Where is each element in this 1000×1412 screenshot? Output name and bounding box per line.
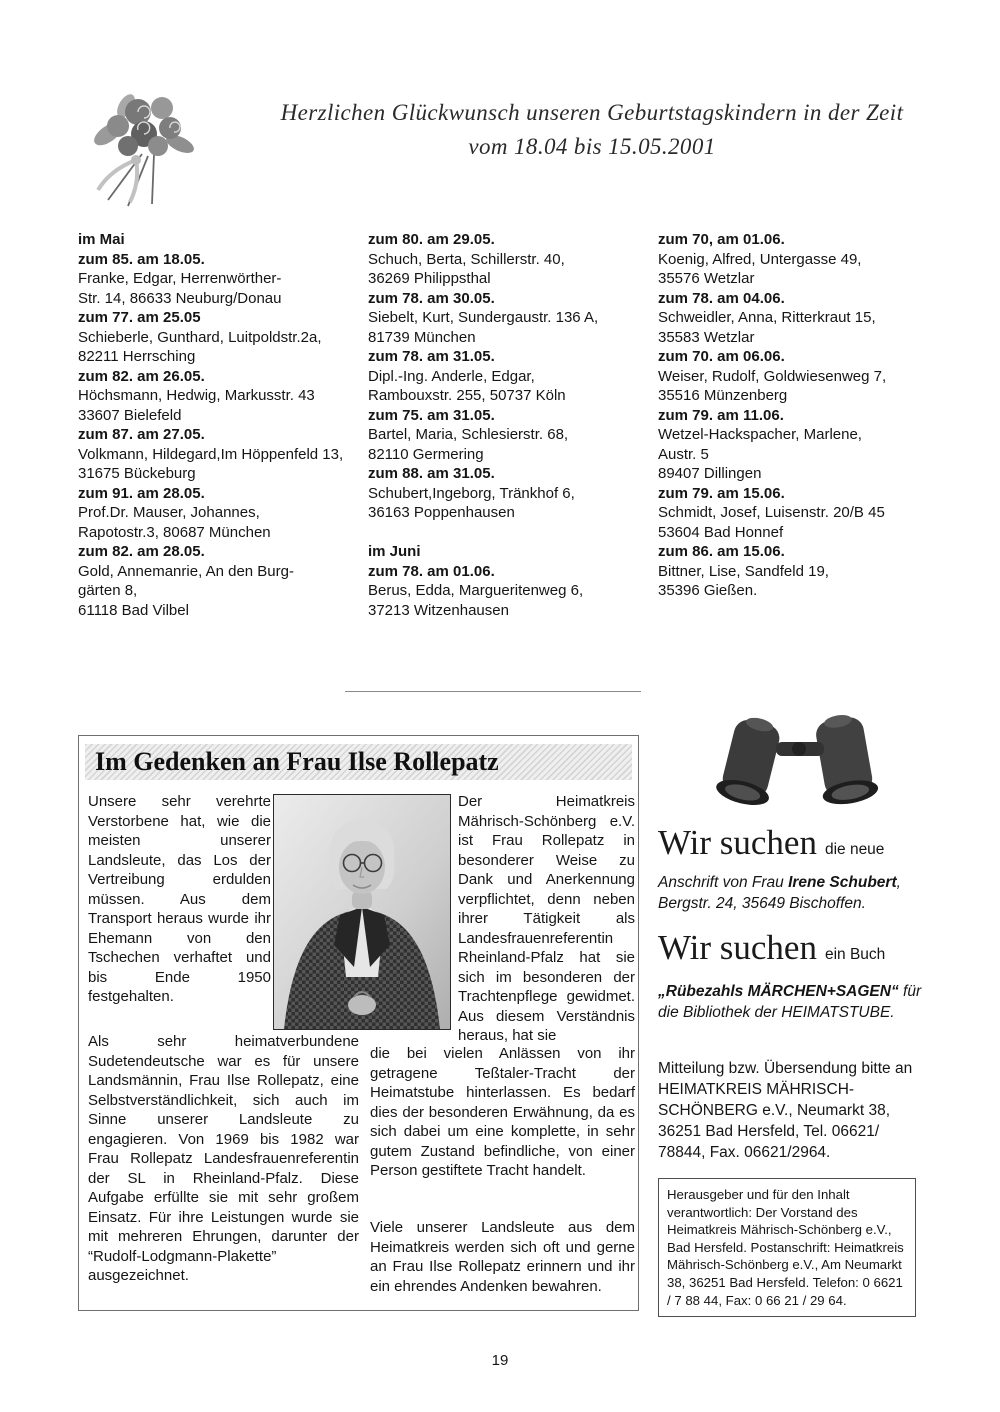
birthday-entry-line: 61118 Bad Vilbel bbox=[78, 601, 189, 619]
birthday-entry bbox=[658, 542, 948, 601]
portrait-graphic bbox=[274, 795, 450, 1029]
birthday-entry bbox=[368, 289, 658, 348]
birthday-entry-line: Wetzel-Hackspacher, Marlene, bbox=[658, 426, 862, 443]
birthday-entry-line: Siebelt, Kurt, Sundergaustr. 136 A, bbox=[368, 309, 599, 326]
search-address-name: Irene Schubert bbox=[788, 874, 897, 891]
birthday-entry-line: 33607 Bielefeld bbox=[78, 406, 182, 424]
birthday-entry-title: zum 80. am 29.05. bbox=[368, 231, 495, 248]
birthday-entry-line: Prof.Dr. Mauser, Johannes, bbox=[78, 504, 260, 521]
birthday-entry-line: 82110 Germering bbox=[368, 445, 484, 463]
month-heading-juni: im Juni bbox=[368, 543, 421, 560]
birthday-entry-line: Franke, Edgar, Herrenwörther- bbox=[78, 270, 282, 287]
birthday-entry bbox=[658, 406, 948, 484]
section-divider bbox=[345, 691, 641, 692]
birthday-entry bbox=[368, 464, 658, 523]
birthday-entry-line: Schieberle, Gunthard, Luitpoldstr.2a, bbox=[78, 328, 322, 346]
birthday-entry-line: Rambouxstr. 255, 50737 Köln bbox=[368, 387, 566, 404]
birthday-entry-line: Austr. 5 bbox=[658, 445, 709, 463]
birthday-entry bbox=[368, 230, 658, 289]
birthday-entry bbox=[658, 347, 948, 406]
birthday-entry-title: zum 79. am 15.06. bbox=[658, 484, 785, 502]
birthday-entry-line: Str. 14, 86633 Neuburg/Donau bbox=[78, 289, 282, 307]
wir-suchen-heading-2 bbox=[658, 928, 885, 968]
month-heading-mai: im Mai bbox=[78, 231, 125, 248]
search-address-prefix: Anschrift von Frau bbox=[658, 874, 789, 891]
birthday-entry-line: Koenig, Alfred, Untergasse 49, bbox=[658, 250, 862, 268]
birthday-entry bbox=[78, 308, 368, 367]
memorial-paragraph-closing: Viele unserer Landsleute aus dem Heimatkreis werden sich oft und gerne an Frau Ilse Rollepatz erinnern und ihr ein ehrendes Andenken bewahren. bbox=[370, 1219, 635, 1295]
memorial-title: Im Gedenken an Frau Ilse Rollepatz bbox=[85, 744, 632, 780]
birthday-entry bbox=[658, 230, 948, 289]
binoculars-graphic bbox=[698, 714, 898, 809]
birthday-entry-line: 37213 Witzenhausen bbox=[368, 601, 509, 619]
birthday-column-3 bbox=[658, 230, 948, 620]
birthday-entry-title: zum 85. am 18.05. bbox=[78, 250, 205, 268]
birthday-entry-line: 35396 Gießen. bbox=[658, 582, 758, 599]
birthday-entry-line: 35583 Wetzlar bbox=[658, 328, 755, 346]
flower-bouquet-icon bbox=[80, 82, 212, 217]
birthday-entry bbox=[658, 484, 948, 543]
birthday-entry-line: Berus, Edda, Margueritenweg 6, bbox=[368, 582, 584, 599]
birthday-entry-title: zum 70, am 01.06. bbox=[658, 231, 785, 248]
birthday-entry-title: zum 79. am 11.06. bbox=[658, 406, 784, 424]
birthday-entry bbox=[368, 347, 658, 406]
birthday-entry-line: Weiser, Rudolf, Goldwiesenweg 7, bbox=[658, 367, 887, 385]
birthday-entry-line: Dipl.-Ing. Anderle, Edgar, bbox=[368, 367, 535, 385]
memorial-article bbox=[78, 735, 639, 1311]
impressum-box: Herausgeber und für den Inhalt verantwortlich: Der Vorstand des Heimatkreis Mährisch-Schönberg e.V., Bad Hersfeld. Postanschrift: Heimatkreis Mährisch-Schönberg e.V., Am Neumarkt 38, 36251 Bad Hersfeld. Telefon: 0 6621 / 7 88 44, Fax: 0 66 21 / 29 64. bbox=[658, 1178, 916, 1317]
wir-suchen-heading-1 bbox=[658, 823, 884, 863]
birthday-entry-title: zum 88. am 31.05. bbox=[368, 465, 495, 482]
birthday-entry-title: zum 78. am 31.05. bbox=[368, 348, 495, 365]
birthday-column-1 bbox=[78, 230, 368, 620]
wir-suchen-big-1: Wir suchen bbox=[658, 823, 817, 862]
birthday-entry-line: 31675 Bückeburg bbox=[78, 465, 196, 482]
birthday-entry-line: gärten 8, bbox=[78, 582, 138, 599]
search-book-text bbox=[658, 981, 922, 1023]
birthday-entry bbox=[368, 406, 658, 465]
birthday-entry-line: 36163 Poppenhausen bbox=[368, 504, 515, 521]
contact-paragraph: Mitteilung bzw. Übersendung bitte an HEIMATKREIS MÄHRISCH-SCHÖNBERG e.V., Neumarkt 38, 36251 Bad Hersfeld, Tel. 06621/ 78844, Fax. 06621/2964. bbox=[658, 1060, 913, 1161]
birthday-entry bbox=[78, 367, 368, 426]
birthday-entry-line: Gold, Annemanrie, An den Burg- bbox=[78, 562, 294, 580]
greeting-line-1: Herzlichen Glückwunsch unseren Geburtstagskindern in der Zeit bbox=[280, 100, 904, 125]
birthday-entry-line: Rapotostr.3, 80687 München bbox=[78, 523, 271, 541]
wir-suchen-big-2: Wir suchen bbox=[658, 928, 817, 967]
memorial-paragraph-left-bottom: Als sehr heimatverbundene Sudetendeutsche war es für unsere Landsmännin, Frau Ilse Rollepatz, eine Selbstverständlichkeit, sich auch im Sinne unserer Landsleute zu engagieren. Von 1969 bis 1982 war Frau Rollepatz Landesfrauenreferentin der SL in Rheinland-Pfalz. Diese Aufgabe erfüllte sie mit sehr großem Einsatz. Für ihre Leistungen wurde sie mit mehreren Ehrungen, darunter der “Rudolf-Lodgmann-Plakette” ausgezeichnet. bbox=[88, 1033, 359, 1284]
birthday-entry-line: 82211 Herrsching bbox=[78, 348, 196, 365]
portrait-photo-ilse-rollepatz bbox=[273, 794, 451, 1030]
birthday-entry-title: zum 91. am 28.05. bbox=[78, 484, 205, 502]
birthday-entry-title: zum 78. am 01.06. bbox=[368, 562, 495, 580]
greeting-headline bbox=[222, 100, 962, 160]
birthday-entry-line: 35576 Wetzlar bbox=[658, 270, 755, 287]
birthday-list bbox=[78, 230, 948, 620]
page-number: 19 bbox=[491, 1352, 509, 1369]
birthday-entry-line: Schubert,Ingeborg, Tränkhof 6, bbox=[368, 484, 575, 502]
flower-bouquet-graphic bbox=[80, 82, 212, 217]
wir-suchen-small-2: ein Buch bbox=[824, 946, 886, 963]
birthday-entry bbox=[78, 250, 368, 309]
birthday-entry bbox=[368, 562, 658, 621]
birthday-entry-line: 53604 Bad Honnef bbox=[658, 523, 784, 541]
birthday-entry-title: zum 70. am 06.06. bbox=[658, 348, 785, 365]
birthday-entry-title: zum 82. am 28.05. bbox=[78, 543, 205, 560]
binoculars-icon bbox=[698, 714, 898, 809]
birthday-entry bbox=[78, 425, 368, 484]
birthday-entry-line: Bittner, Lise, Sandfeld 19, bbox=[658, 562, 829, 580]
birthday-entry-title: zum 82. am 26.05. bbox=[78, 367, 205, 385]
birthday-entry bbox=[78, 542, 368, 620]
memorial-paragraph-right-bottom: die bei vielen Anlässen von ihr getragene Teßtaler-Tracht der Heimatstube hinterlassen. Es bedarf dies der besonderen Erwähnung, da es sich dabei um eine komplette, in sehr gutem Zustand befindliche, von einer Person gestiftete Tracht handelt. bbox=[370, 1045, 635, 1179]
wir-suchen-small-1: die neue bbox=[824, 841, 885, 858]
search-address-suffix: , Bergstr. 24, 35649 Bischoffen. bbox=[658, 874, 901, 912]
greeting-line-2: vom 18.04 bis 15.05.2001 bbox=[468, 134, 716, 159]
birthday-entry-line: 81739 München bbox=[368, 328, 476, 346]
birthday-entry-title: zum 78. am 30.05. bbox=[368, 289, 495, 307]
birthday-entry-title: zum 78. am 04.06. bbox=[658, 289, 785, 307]
birthday-entry-title: zum 77. am 25.05 bbox=[78, 309, 201, 326]
birthday-entry-line: Schuch, Berta, Schillerstr. 40, bbox=[368, 250, 565, 268]
birthday-entry-title: zum 87. am 27.05. bbox=[78, 426, 205, 443]
birthday-entry-line: Schweidler, Anna, Ritterkraut 15, bbox=[658, 309, 876, 326]
birthday-entry bbox=[78, 484, 368, 543]
search-book-title: „Rübezahls MÄRCHEN+SAGEN“ bbox=[658, 983, 899, 1000]
birthday-entry bbox=[658, 289, 948, 348]
birthday-entry-line: Schmidt, Josef, Luisenstr. 20/B 45 bbox=[658, 504, 885, 521]
search-address-text bbox=[658, 872, 922, 914]
birthday-entry-line: Höchsmann, Hedwig, Markusstr. 43 bbox=[78, 387, 315, 404]
birthday-entry-title: zum 75. am 31.05. bbox=[368, 406, 495, 424]
birthday-entry-title: zum 86. am 15.06. bbox=[658, 543, 785, 560]
birthday-entry-line: Volkmann, Hildegard,Im Höppenfeld 13, bbox=[78, 445, 344, 463]
birthday-entry-line: Bartel, Maria, Schlesierstr. 68, bbox=[368, 426, 569, 443]
birthday-entry-line: 35516 Münzenberg bbox=[658, 387, 788, 404]
memorial-paragraph-left-top: Unsere sehr verehrte Verstorbene hat, wie die meisten unserer Landsleute, das Los der Vertreibung erdulden müssen. Aus dem Transport heraus wurde ihr Ehemann von den Tschechen verhaftet und bis Ende 1950 festgehalten. bbox=[88, 793, 271, 1005]
memorial-paragraph-right-top: Der Heimatkreis Mährisch-Schönberg e.V. ist Frau Rollepatz in besonderer Weise zu Dank und Anerkennung verpflichtet, denn neben ihrer Tätigkeit als Landesfrauenreferentin Rheinland-Pfalz hat sie sich im besonderen der Trachtenpflege gewidmet. Aus diesem Verständnis heraus, hat sie bbox=[458, 793, 635, 1044]
birthday-column-2 bbox=[368, 230, 658, 620]
birthday-entry-line: 89407 Dillingen bbox=[658, 465, 762, 482]
birthday-entry-line: 36269 Philippsthal bbox=[368, 270, 491, 287]
search-book-rest: für die Bibliothek der HEIMATSTUBE. bbox=[658, 983, 922, 1021]
